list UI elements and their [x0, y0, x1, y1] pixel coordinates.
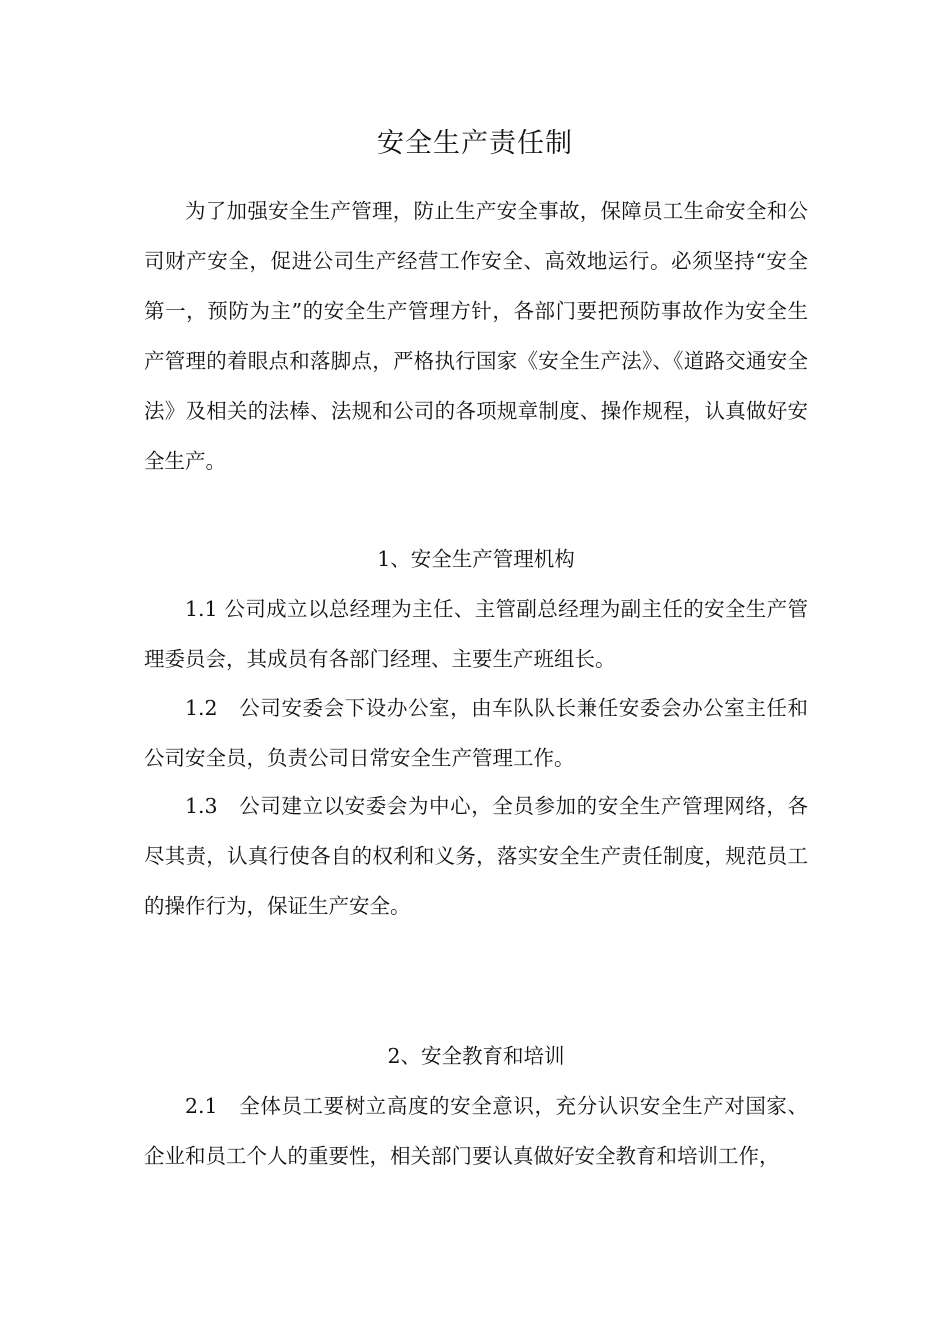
intro-paragraph: 为了加强安全生产管理，防止生产安全事故，保障员工生命安全和公司财产安全，促进公司生产经营工作安全、高效地运行。必须坚持“安全第一，预防为主”的安全生产管理方针，各部门要把预防事故作为安全生产管理的着眼点和落脚点，严格执行国家《安全生产法》、《道路交通安全法》及相关的法棒、法规和公司的各项规章制度、操作规程，认真做好安全生产。 [144, 199, 808, 473]
paragraph-1-1: 1.1 公司成立以总经理为主任、主管副总经理为副主任的安全生产管理委员会，其成员有各部门经理、主要生产班组长。 [144, 597, 808, 671]
paragraph-1-2: 1.2 公司安委会下设办公室，由车队队长兼任安委会办公室主任和公司安全员，负责公司日常安全生产管理工作。 [144, 696, 808, 770]
section-heading-1: 1、安全生产管理机构 [377, 547, 575, 571]
paragraph-1-3: 1.3 公司建立以安委会为中心，全员参加的安全生产管理网络，各尽其责，认真行使各自的权利和义务，落实安全生产责任制度，规范员工的操作行为，保证生产安全。 [144, 794, 808, 918]
section-heading-2: 2、安全教育和培训 [387, 1044, 565, 1068]
document-title: 安全生产责任制 [377, 128, 573, 159]
paragraph-2-1: 2.1 全体员工要树立高度的安全意识，充分认识安全生产对国家、企业和员工个人的重要性，相关部门要认真做好安全教育和培训工作， [144, 1094, 808, 1168]
